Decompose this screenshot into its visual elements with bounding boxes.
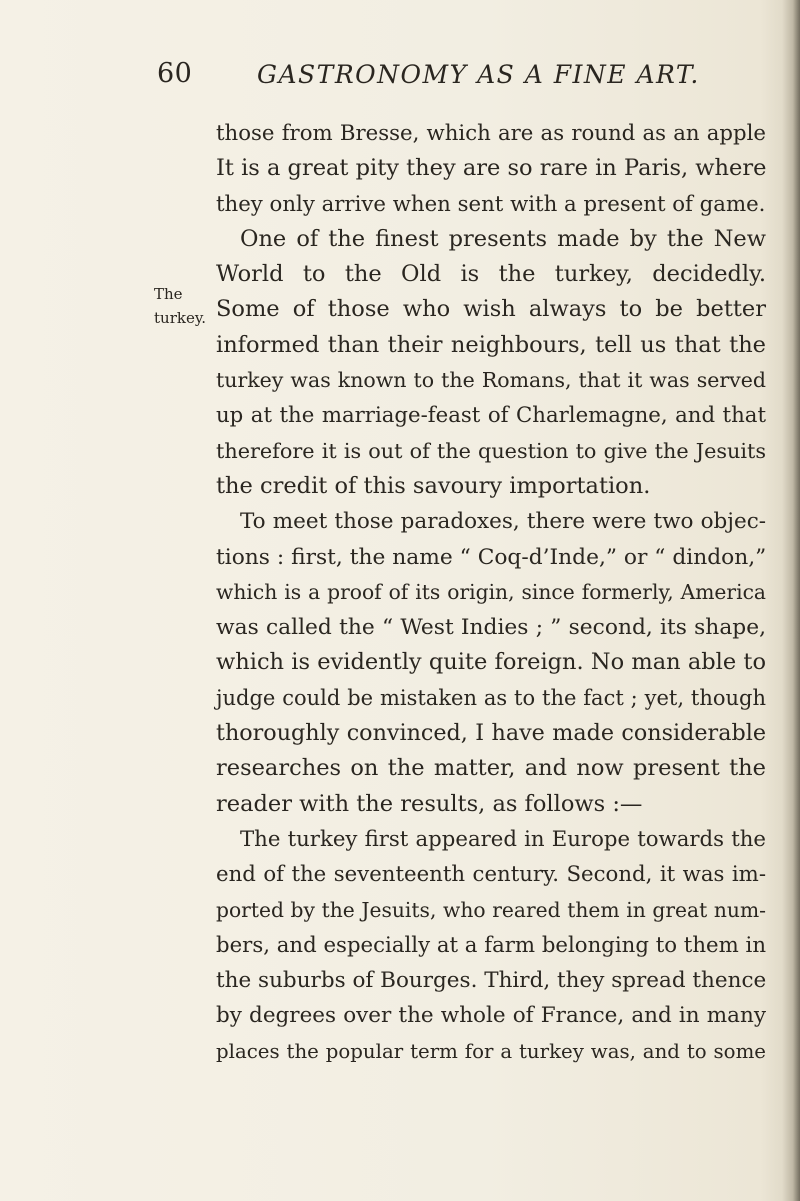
text-line: ported by the Jesuits, who reared them in great num- xyxy=(216,897,766,922)
text-line: they only arrive when sent with a present of game. xyxy=(216,191,766,217)
text-line: the credit of this savoury importation. xyxy=(216,472,651,499)
text-line: those from Bresse, which are as round as an apple xyxy=(216,121,766,146)
page-number: 60 xyxy=(157,58,193,89)
text-line: judge could be mistaken as to the fact ; yet, though xyxy=(216,685,766,710)
text-line: World to the Old is the turkey, decidedly. xyxy=(216,261,766,288)
text-line: places the popular term for a turkey was, and to some xyxy=(216,1039,766,1063)
text-line: It is a great pity they are so rare in Paris, where xyxy=(216,155,767,182)
text-line: which is a proof of its origin, since formerly, America xyxy=(216,579,766,604)
text-line: informed than their neighbours, tell us that the xyxy=(216,331,766,358)
text-line: reader with the results, as follows :— xyxy=(216,790,643,817)
text-line: bers, and especially at a farm belonging to them in xyxy=(216,932,766,958)
body-text xyxy=(216,116,766,1069)
text-line: the suburbs of Bourges. Third, they spread thence xyxy=(216,968,767,994)
running-title: GASTRONOMY AS A FINE ART. xyxy=(257,60,700,89)
text-line: tions : first, the name “ Coq-d’Inde,” or “ dindon,” xyxy=(216,544,767,570)
text-line: was called the “ West Indies ; ” second, its shape, xyxy=(216,615,766,641)
sidenote-line-1: The xyxy=(154,285,183,303)
text-line: Some of those who wish always to be better xyxy=(216,296,766,323)
text-line: turkey was known to the Romans, that it was served xyxy=(216,368,766,393)
text-line: end of the seventeenth century. Second, it was im- xyxy=(216,862,766,888)
text-line: researches on the matter, and now present the xyxy=(216,755,766,782)
text-line: The turkey first appeared in Europe towards the xyxy=(240,826,766,852)
text-line: One of the finest presents made by the New xyxy=(240,225,766,252)
text-line: thoroughly convinced, I have made considerable xyxy=(216,720,766,747)
text-line: by degrees over the whole of France, and in many xyxy=(216,1003,766,1029)
page-edge-shadow xyxy=(782,0,800,1201)
text-line: therefore it is out of the question to give the Jesuits xyxy=(216,438,766,463)
text-line: up at the marriage-feast of Charlemagne, and that xyxy=(216,403,766,429)
page-header xyxy=(157,58,717,98)
sidenote-line-2: turkey. xyxy=(154,309,207,327)
text-line: To meet those paradoxes, there were two objec- xyxy=(240,509,766,535)
text-line: which is evidently quite foreign. No man able to xyxy=(216,649,766,676)
